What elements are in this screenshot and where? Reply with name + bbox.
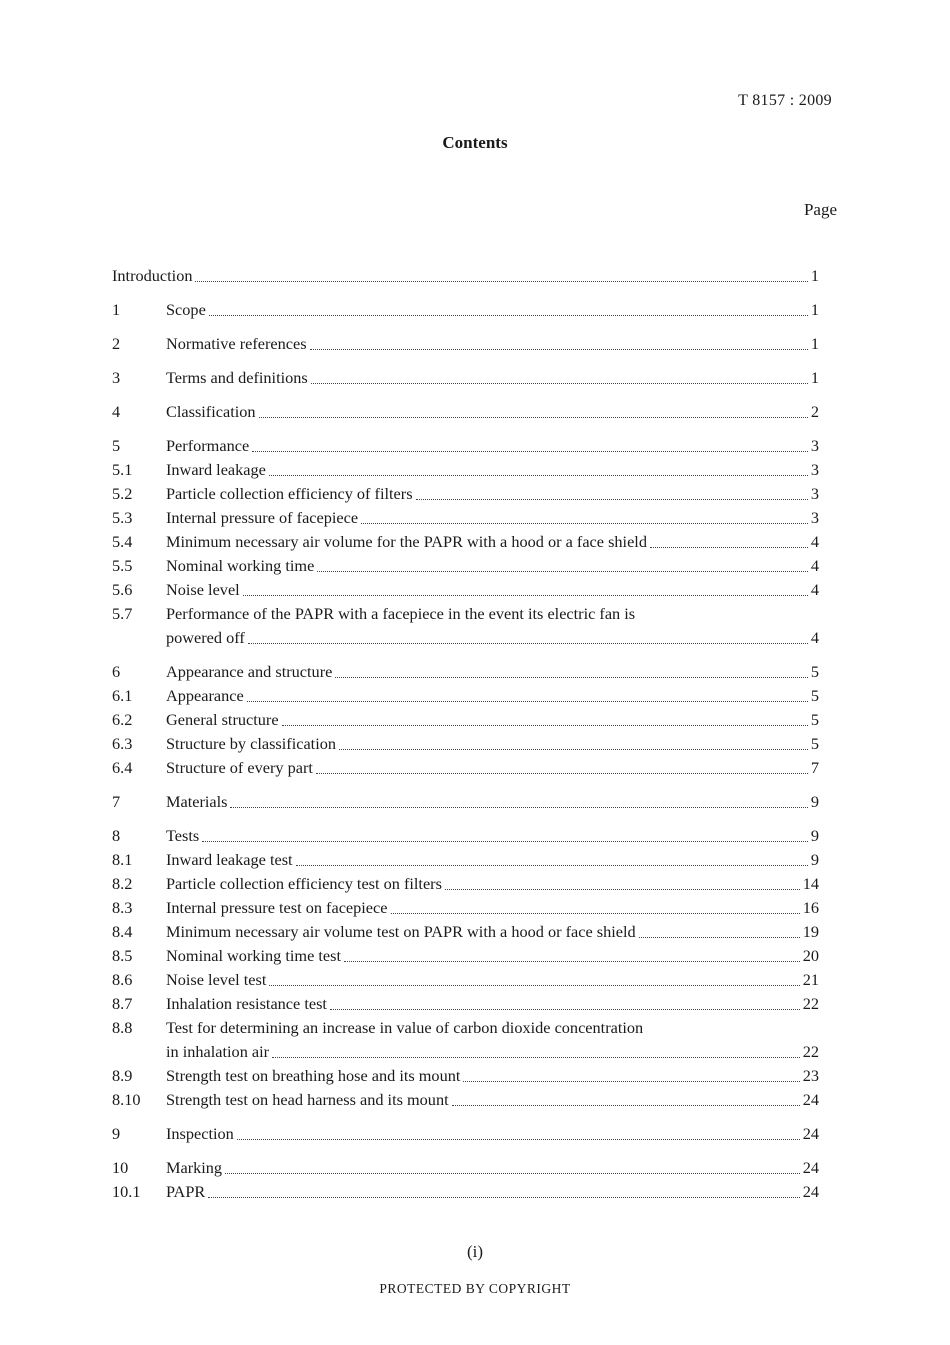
toc-section-number: 2 bbox=[112, 334, 121, 353]
toc-entry[interactable] bbox=[112, 824, 819, 848]
toc-entry[interactable] bbox=[112, 1180, 819, 1204]
dot-leader bbox=[445, 889, 800, 890]
toc-title: Introduction bbox=[112, 266, 193, 285]
toc-page-number: 20 bbox=[802, 946, 819, 965]
toc-section-number: 5.2 bbox=[112, 484, 133, 503]
toc-title: General structure bbox=[166, 710, 279, 729]
toc-title: Test for determining an increase in value of carbon dioxide concentration bbox=[166, 1018, 644, 1037]
toc-entry[interactable] bbox=[112, 264, 819, 288]
page-column-label: Page bbox=[803, 200, 837, 219]
toc-section-number: 5.3 bbox=[112, 508, 133, 527]
toc-title: Structure by classification bbox=[166, 734, 336, 753]
toc-section-number: 5.1 bbox=[112, 460, 133, 479]
dot-leader bbox=[317, 571, 808, 572]
toc-section-number: 5 bbox=[112, 436, 121, 455]
toc-entry[interactable] bbox=[112, 1016, 819, 1064]
toc-title: Particle collection efficiency test on filters bbox=[166, 874, 442, 893]
toc-page-number: 1 bbox=[810, 300, 819, 319]
dot-leader bbox=[195, 281, 807, 282]
toc-title: Appearance bbox=[166, 686, 244, 705]
toc-entry[interactable] bbox=[112, 944, 819, 968]
toc-title: Scope bbox=[166, 300, 206, 319]
dot-leader bbox=[208, 1197, 799, 1198]
dot-leader bbox=[225, 1173, 800, 1174]
toc-section-number: 8.4 bbox=[112, 922, 133, 941]
dot-leader bbox=[202, 841, 808, 842]
toc-entry[interactable] bbox=[112, 434, 819, 458]
toc-page-number: 3 bbox=[810, 484, 819, 503]
toc-entry[interactable] bbox=[112, 530, 819, 554]
toc-entry[interactable] bbox=[112, 458, 819, 482]
toc-page-number: 5 bbox=[810, 662, 819, 681]
toc-title: Noise level test bbox=[166, 970, 267, 989]
dot-leader bbox=[344, 961, 800, 962]
dot-leader bbox=[230, 807, 807, 808]
dot-leader bbox=[310, 349, 808, 350]
toc-page-number: 1 bbox=[810, 368, 819, 387]
toc-title: Inspection bbox=[166, 1124, 234, 1143]
toc-section-number: 5.7 bbox=[112, 604, 133, 623]
toc-entry[interactable] bbox=[112, 708, 819, 732]
dot-leader bbox=[330, 1009, 800, 1010]
toc-title: Materials bbox=[166, 792, 228, 811]
toc-entry[interactable] bbox=[112, 506, 819, 530]
toc-entry[interactable] bbox=[112, 482, 819, 506]
toc-section-number: 8.6 bbox=[112, 970, 133, 989]
toc-title: Structure of every part bbox=[166, 758, 313, 777]
toc-page-number: 22 bbox=[802, 1042, 819, 1061]
toc-page-number: 14 bbox=[802, 874, 819, 893]
toc-title: Appearance and structure bbox=[166, 662, 333, 681]
dot-leader bbox=[452, 1105, 800, 1106]
dot-leader bbox=[259, 417, 808, 418]
toc-entry[interactable] bbox=[112, 332, 819, 356]
toc-title: powered off bbox=[166, 628, 245, 647]
toc-title: Nominal working time bbox=[166, 556, 315, 575]
toc-title: Particle collection efficiency of filters bbox=[166, 484, 413, 503]
toc-section-number: 3 bbox=[112, 368, 121, 387]
toc-entry[interactable] bbox=[112, 1122, 819, 1146]
toc-entry[interactable] bbox=[112, 684, 819, 708]
toc-page-number: 5 bbox=[810, 710, 819, 729]
toc-page-number: 24 bbox=[802, 1090, 819, 1109]
standard-code: T 8157 : 2009 bbox=[738, 92, 832, 109]
toc-title: Normative references bbox=[166, 334, 307, 353]
toc-entry[interactable] bbox=[112, 1156, 819, 1180]
toc-section-number: 6.2 bbox=[112, 710, 133, 729]
dot-leader bbox=[237, 1139, 800, 1140]
toc-page-number: 3 bbox=[810, 436, 819, 455]
dot-leader bbox=[416, 499, 808, 500]
dot-leader bbox=[335, 677, 808, 678]
toc-page-number: 1 bbox=[810, 266, 819, 285]
dot-leader bbox=[650, 547, 808, 548]
toc-page-number: 24 bbox=[802, 1124, 819, 1143]
toc-section-number: 5.4 bbox=[112, 532, 133, 551]
toc-entry[interactable] bbox=[112, 1064, 819, 1088]
dot-leader bbox=[252, 451, 808, 452]
toc-page-number: 7 bbox=[810, 758, 819, 777]
toc-title: Inward leakage bbox=[166, 460, 266, 479]
dot-leader bbox=[282, 725, 808, 726]
toc-section-number: 8.3 bbox=[112, 898, 133, 917]
toc-section-number: 6.4 bbox=[112, 758, 133, 777]
toc-section-number: 6.1 bbox=[112, 686, 133, 705]
toc-entry[interactable] bbox=[112, 1088, 819, 1112]
toc-page-number: 1 bbox=[810, 334, 819, 353]
toc-entry[interactable] bbox=[112, 790, 819, 814]
toc-section-number: 4 bbox=[112, 402, 121, 421]
toc-title: Terms and definitions bbox=[166, 368, 308, 387]
page-title: Contents bbox=[442, 133, 508, 152]
dot-leader bbox=[296, 865, 808, 866]
toc-title: Internal pressure of facepiece bbox=[166, 508, 359, 527]
toc-page-number: 19 bbox=[802, 922, 819, 941]
toc-title: Tests bbox=[166, 826, 200, 845]
toc-page-number: 9 bbox=[810, 850, 819, 869]
toc-page-number: 9 bbox=[810, 826, 819, 845]
toc-section-number: 8.5 bbox=[112, 946, 133, 965]
toc-section-number: 10.1 bbox=[112, 1182, 141, 1201]
toc-page-number: 23 bbox=[802, 1066, 819, 1085]
copyright-notice: PROTECTED BY COPYRIGHT bbox=[379, 1281, 571, 1296]
toc-entry[interactable] bbox=[112, 848, 819, 872]
toc-page-number: 4 bbox=[810, 580, 819, 599]
toc-page-number: 4 bbox=[810, 532, 819, 551]
dot-leader bbox=[269, 475, 808, 476]
toc-title: Minimum necessary air volume test on PAPR with a hood or face shield bbox=[166, 922, 636, 941]
toc-section-number: 8.10 bbox=[112, 1090, 141, 1109]
toc-entry[interactable] bbox=[112, 400, 819, 424]
toc-title: Performance bbox=[166, 436, 250, 455]
dot-leader bbox=[339, 749, 808, 750]
toc-entry[interactable] bbox=[112, 298, 819, 322]
dot-leader bbox=[247, 701, 808, 702]
dot-leader bbox=[311, 383, 808, 384]
toc-section-number: 8 bbox=[112, 826, 121, 845]
toc-page-number: 4 bbox=[810, 628, 819, 647]
toc-page-number: 2 bbox=[810, 402, 819, 421]
toc-page-number: 24 bbox=[802, 1158, 819, 1177]
toc-section-number: 8.7 bbox=[112, 994, 133, 1013]
toc-page-number: 5 bbox=[810, 686, 819, 705]
toc-section-number: 5.6 bbox=[112, 580, 133, 599]
toc-page-number: 3 bbox=[810, 460, 819, 479]
dot-leader bbox=[463, 1081, 799, 1082]
toc-title: Inhalation resistance test bbox=[166, 994, 327, 1013]
dot-leader bbox=[248, 643, 808, 644]
toc-section-number: 10 bbox=[112, 1158, 129, 1177]
toc-section-number: 6.3 bbox=[112, 734, 133, 753]
toc-title: PAPR bbox=[166, 1182, 206, 1201]
toc-title: Performance of the PAPR with a facepiece in the event its electric fan is bbox=[166, 604, 636, 623]
toc-title: Strength test on breathing hose and its mount bbox=[166, 1066, 461, 1085]
toc-section-number: 1 bbox=[112, 300, 121, 319]
toc-section-number: 7 bbox=[112, 792, 121, 811]
toc-entry[interactable] bbox=[112, 992, 819, 1016]
toc-section-number: 8.9 bbox=[112, 1066, 133, 1085]
footer-page-number: (i) bbox=[466, 1242, 484, 1261]
toc-title: Nominal working time test bbox=[166, 946, 341, 965]
toc-title: Internal pressure test on facepiece bbox=[166, 898, 388, 917]
toc-title: in inhalation air bbox=[166, 1042, 270, 1061]
toc-page-number: 16 bbox=[802, 898, 819, 917]
toc-section-number: 8.2 bbox=[112, 874, 133, 893]
toc-section-number: 5.5 bbox=[112, 556, 133, 575]
toc-title: Classification bbox=[166, 402, 256, 421]
toc-title: Minimum necessary air volume for the PAPR with a hood or a face shield bbox=[166, 532, 647, 551]
toc-entry[interactable] bbox=[112, 896, 819, 920]
toc-entry[interactable] bbox=[112, 578, 819, 602]
dot-leader bbox=[272, 1057, 800, 1058]
toc-title: Inward leakage test bbox=[166, 850, 293, 869]
toc-section-number: 9 bbox=[112, 1124, 121, 1143]
dot-leader bbox=[209, 315, 808, 316]
toc-entry[interactable] bbox=[112, 366, 819, 390]
toc-entry[interactable] bbox=[112, 732, 819, 756]
toc-entry[interactable] bbox=[112, 554, 819, 578]
toc-title: Strength test on head harness and its mount bbox=[166, 1090, 449, 1109]
toc-page-number: 4 bbox=[810, 556, 819, 575]
dot-leader bbox=[391, 913, 800, 914]
toc-page-number: 21 bbox=[802, 970, 819, 989]
toc-section-number: 6 bbox=[112, 662, 121, 681]
toc-entry[interactable] bbox=[112, 660, 819, 684]
dot-leader bbox=[361, 523, 808, 524]
table-of-contents bbox=[112, 264, 819, 1204]
dot-leader bbox=[316, 773, 808, 774]
dot-leader bbox=[639, 937, 800, 938]
toc-page-number: 3 bbox=[810, 508, 819, 527]
toc-page-number: 22 bbox=[802, 994, 819, 1013]
toc-section-number: 8.8 bbox=[112, 1018, 133, 1037]
toc-entry[interactable] bbox=[112, 872, 819, 896]
dot-leader bbox=[243, 595, 808, 596]
toc-section-number: 8.1 bbox=[112, 850, 133, 869]
toc-entry[interactable] bbox=[112, 968, 819, 992]
toc-page-number: 5 bbox=[810, 734, 819, 753]
toc-title: Marking bbox=[166, 1158, 223, 1177]
toc-entry[interactable] bbox=[112, 920, 819, 944]
toc-title: Noise level bbox=[166, 580, 240, 599]
toc-page-number: 9 bbox=[810, 792, 819, 811]
toc-page-number: 24 bbox=[802, 1182, 819, 1201]
toc-entry[interactable] bbox=[112, 602, 819, 650]
toc-entry[interactable] bbox=[112, 756, 819, 780]
dot-leader bbox=[269, 985, 799, 986]
